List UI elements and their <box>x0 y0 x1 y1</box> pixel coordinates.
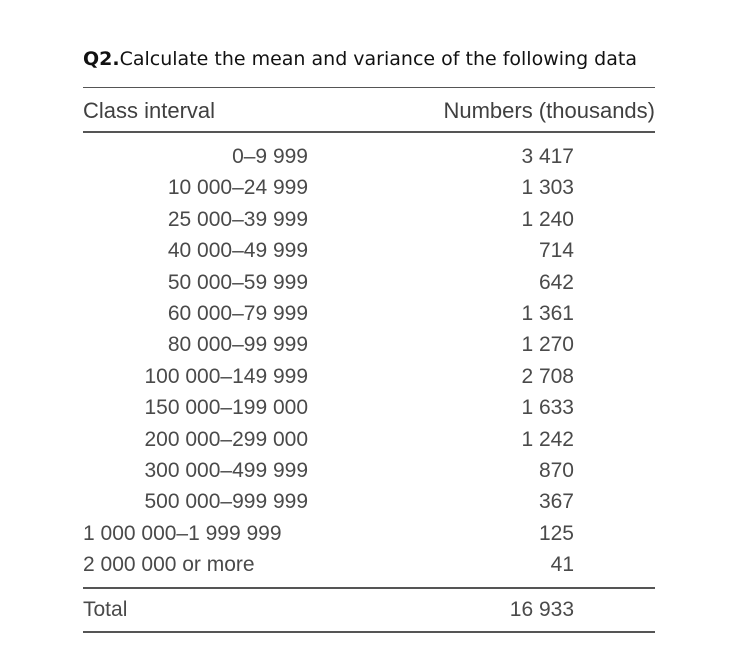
count-cell: 1 242 <box>521 427 574 451</box>
question-heading <box>83 48 637 70</box>
table-row <box>83 425 655 456</box>
table-row <box>83 393 655 424</box>
class-interval-cell: 1 000 000–1 999 999 <box>83 521 282 545</box>
class-interval-cell: 100 000–149 999 <box>144 364 308 388</box>
table-row <box>83 362 655 393</box>
table-body <box>83 142 655 581</box>
class-interval-cell: 2 000 000 or more <box>83 553 255 577</box>
question-number: Q2. <box>83 48 120 70</box>
table-row <box>83 456 655 487</box>
count-cell: 2 708 <box>521 364 574 388</box>
table-top-rule <box>83 87 655 88</box>
table-row <box>83 299 655 330</box>
table-row <box>83 205 655 236</box>
table-bottom-rule <box>83 631 655 633</box>
count-cell: 714 <box>538 239 574 263</box>
class-interval-cell: 300 000–499 999 <box>144 458 308 482</box>
class-interval-cell: 500 000–999 999 <box>144 490 308 514</box>
class-interval-cell: 25 000–39 999 <box>167 207 308 231</box>
table-row <box>83 173 655 204</box>
count-cell: 367 <box>538 490 574 514</box>
question-text: Calculate the mean and variance of the following data <box>119 48 637 70</box>
table-row <box>83 268 655 299</box>
count-cell: 642 <box>538 270 574 294</box>
count-cell: 125 <box>538 521 574 545</box>
class-interval-cell: 80 000–99 999 <box>167 333 308 357</box>
class-interval-cell: 10 000–24 999 <box>167 176 308 200</box>
total-label: Total <box>83 598 128 621</box>
count-cell: 41 <box>550 553 574 577</box>
count-cell: 1 633 <box>521 396 574 420</box>
class-interval-cell: 60 000–79 999 <box>167 301 308 325</box>
count-cell: 1 240 <box>521 207 574 231</box>
total-value: 16 933 <box>509 598 574 621</box>
class-interval-cell: 200 000–299 000 <box>144 427 308 451</box>
table-row <box>83 142 655 173</box>
class-interval-cell: 0–9 999 <box>232 145 308 168</box>
table-row <box>83 330 655 361</box>
count-cell: 3 417 <box>521 145 574 168</box>
class-interval-cell: 150 000–199 000 <box>144 396 308 420</box>
table-total-rule <box>83 587 655 589</box>
class-interval-cell: 40 000–49 999 <box>167 239 308 263</box>
table-row <box>83 519 655 550</box>
table-header-rule <box>83 131 655 133</box>
count-cell: 1 361 <box>521 301 574 325</box>
header-numbers: Numbers (thousands) <box>443 98 655 123</box>
count-cell: 1 303 <box>521 176 574 200</box>
table-row <box>83 236 655 267</box>
class-interval-cell: 50 000–59 999 <box>167 270 308 294</box>
count-cell: 870 <box>538 458 574 482</box>
table-row <box>83 550 655 581</box>
header-class-interval: Class interval <box>83 98 216 123</box>
table-row <box>83 487 655 518</box>
count-cell: 1 270 <box>521 333 574 357</box>
